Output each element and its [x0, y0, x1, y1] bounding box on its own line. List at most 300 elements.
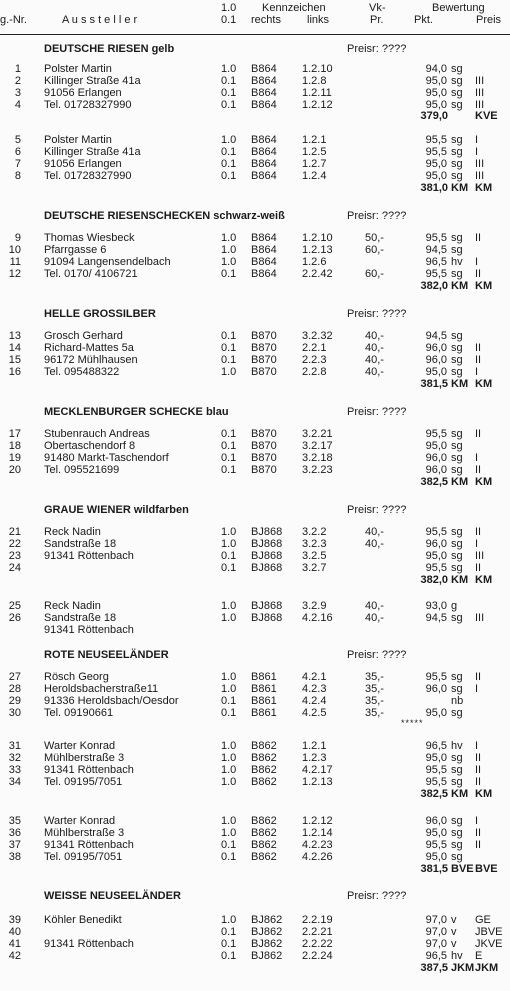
ear-mark-left: 2.2.8 — [302, 366, 327, 378]
header-links: links — [307, 14, 330, 26]
ear-mark-left: 4.2.5 — [302, 707, 327, 719]
exhibitor-text: Pfarrgasse 6 — [44, 244, 107, 256]
prize: II — [475, 428, 482, 440]
points: 95,0 — [425, 752, 447, 764]
prize: II — [475, 562, 482, 574]
ear-mark-left: 4.2.26 — [302, 851, 333, 863]
ear-mark-left: 2.2.1 — [302, 342, 327, 354]
prize: GE — [475, 914, 491, 926]
stars-mark: ***** — [401, 718, 424, 728]
sex-code: 1.0 — [221, 914, 237, 926]
entry-number: 8 — [14, 170, 21, 182]
points: 95,5 — [425, 428, 447, 440]
ear-mark-right: BJ862 — [251, 926, 283, 938]
group-total-code: KM — [451, 378, 469, 390]
table-row — [0, 146, 510, 158]
section-title: GRAUE WIENER wildfarben — [44, 504, 189, 516]
exhibitor-text: 91336 Heroldsbach/Oesdor — [44, 695, 179, 707]
grade: sg — [451, 550, 463, 562]
ear-mark-right: B861 — [251, 671, 277, 683]
sale-price: 40,- — [365, 538, 384, 550]
entry-number: 31 — [8, 740, 21, 752]
ear-mark-left: 3.2.9 — [302, 600, 327, 612]
entry-number: 4 — [14, 99, 21, 111]
prize: I — [475, 134, 479, 146]
prize: II — [475, 671, 482, 683]
ear-mark-right: B870 — [251, 452, 277, 464]
prize: II — [475, 268, 482, 280]
points: 95,5 — [425, 562, 447, 574]
table-row — [0, 87, 510, 99]
group-award: KM — [475, 788, 493, 800]
sex-code: 0.1 — [221, 550, 237, 562]
points: 96,0 — [425, 452, 447, 464]
points: 95,0 — [425, 99, 447, 111]
sex-code: 0.1 — [221, 695, 237, 707]
grade: sg — [451, 671, 463, 683]
column-header — [0, 0, 510, 36]
sale-price: 60,- — [365, 244, 384, 256]
entry-number: 35 — [8, 815, 21, 827]
exhibitor-text: Sandstraße 18 — [44, 612, 117, 624]
exhibitor-text: Polster Martin — [44, 134, 112, 146]
entry-number: 32 — [8, 752, 21, 764]
ear-mark-left: 4.2.4 — [302, 695, 327, 707]
ear-mark-right: B864 — [251, 134, 277, 146]
grade: sg — [451, 562, 463, 574]
group-total-points: 382,5 — [420, 788, 448, 800]
table-row — [0, 851, 510, 863]
sex-code: 1.0 — [221, 232, 237, 244]
table-row — [0, 827, 510, 839]
points: 94,5 — [425, 244, 447, 256]
header-rechts: rechts — [251, 14, 281, 26]
exhibitor-text: 91341 Röttenbach — [44, 624, 134, 636]
grade: sg — [451, 464, 463, 476]
grade: sg — [451, 75, 463, 87]
table-row — [0, 158, 510, 170]
grade: sg — [451, 366, 463, 378]
ear-mark-right: B864 — [251, 87, 277, 99]
group-total-points: 382,0 — [420, 280, 448, 292]
table-row — [0, 600, 510, 612]
sex-code: 0.1 — [221, 926, 237, 938]
prize: II — [475, 342, 482, 354]
grade: v — [451, 938, 457, 950]
table-row — [0, 815, 510, 827]
exhibitor-text: 91480 Markt-Taschendorf — [44, 452, 169, 464]
sex-code: 0.1 — [221, 440, 237, 452]
entry-number: 25 — [8, 600, 21, 612]
ear-mark-left: 3.2.21 — [302, 428, 333, 440]
ear-mark-left: 1.2.13 — [302, 776, 333, 788]
entry-number: 15 — [8, 354, 21, 366]
ear-mark-left: 1.2.1 — [302, 134, 327, 146]
sex-code: 0.1 — [221, 99, 237, 111]
prize: E — [475, 950, 483, 962]
entry-number: 39 — [8, 914, 21, 926]
grade: sg — [451, 452, 463, 464]
sale-price: 40,- — [365, 354, 384, 366]
header-sex-bottom: 0.1 — [221, 14, 237, 26]
prize: II — [475, 232, 482, 244]
ear-mark-left: 1.2.5 — [302, 146, 327, 158]
exhibitor-text: 91056 Erlangen — [44, 87, 122, 99]
entry-number: 24 — [8, 562, 21, 574]
sex-code: 0.1 — [221, 464, 237, 476]
ear-mark-left: 3.2.18 — [302, 452, 333, 464]
exhibitor-text: Mühlberstraße 3 — [44, 827, 125, 839]
exhibitor-text: Thomas Wiesbeck — [44, 232, 135, 244]
points: 96,5 — [425, 256, 447, 268]
ear-mark-right: B864 — [251, 63, 277, 75]
grade: sg — [451, 342, 463, 354]
sex-code: 0.1 — [221, 146, 237, 158]
sale-price: 35,- — [365, 683, 384, 695]
sex-code: 0.1 — [221, 158, 237, 170]
entry-number: 6 — [14, 146, 21, 158]
exhibitor-text: Tel. 0170/ 4106721 — [44, 268, 138, 280]
points: 95,5 — [425, 526, 447, 538]
ear-mark-left: 2.2.3 — [302, 354, 327, 366]
ear-mark-left: 4.2.3 — [302, 683, 327, 695]
grade: hv — [451, 256, 463, 268]
ear-mark-right: B862 — [251, 815, 277, 827]
ear-mark-right: B870 — [251, 354, 277, 366]
prize: II — [475, 526, 482, 538]
points: 95,5 — [425, 268, 447, 280]
ear-mark-left: 1.2.1 — [302, 740, 327, 752]
ear-mark-left: 1.2.14 — [302, 827, 333, 839]
ear-mark-left: 2.2.19 — [302, 914, 333, 926]
ear-mark-right: BJ868 — [251, 600, 283, 612]
ear-mark-right: B870 — [251, 464, 277, 476]
judge-label: Preisr: ???? — [347, 890, 407, 902]
points: 94,5 — [425, 330, 447, 342]
header-nr: g.-Nr. — [0, 14, 27, 26]
entry-number: 5 — [14, 134, 21, 146]
entry-number: 16 — [8, 366, 21, 378]
group-total-points: 381,0 — [420, 182, 448, 194]
sex-code: 1.0 — [221, 827, 237, 839]
entry-number: 18 — [8, 440, 21, 452]
table-row — [0, 134, 510, 146]
sale-price: 35,- — [365, 695, 384, 707]
entry-number: 27 — [8, 671, 21, 683]
prize: II — [475, 752, 482, 764]
group-total-points: 387,5 — [420, 962, 448, 974]
group-award: KM — [475, 182, 493, 194]
points: 95,0 — [425, 170, 447, 182]
header-preis: Preis — [476, 14, 502, 26]
table-row — [0, 538, 510, 550]
grade: sg — [451, 170, 463, 182]
ear-mark-left: 3.2.3 — [302, 538, 327, 550]
sex-code: 1.0 — [221, 612, 237, 624]
sex-code: 0.1 — [221, 839, 237, 851]
prize: III — [475, 550, 485, 562]
judge-label: Preisr: ???? — [347, 43, 407, 55]
entry-number: 29 — [8, 695, 21, 707]
table-row — [0, 170, 510, 182]
sale-price: 40,- — [365, 600, 384, 612]
ear-mark-right: BJ868 — [251, 562, 283, 574]
sale-price: 35,- — [365, 707, 384, 719]
grade: sg — [451, 134, 463, 146]
entry-number: 33 — [8, 764, 21, 776]
sex-code: 1.0 — [221, 671, 237, 683]
ear-mark-left: 1.2.8 — [302, 75, 327, 87]
table-row — [0, 464, 510, 476]
exhibitor-text: Sandstraße 18 — [44, 538, 117, 550]
points: 97,0 — [425, 914, 447, 926]
sex-code: 1.0 — [221, 815, 237, 827]
grade: sg — [451, 776, 463, 788]
ear-mark-right: BJ862 — [251, 914, 283, 926]
group-total-code: BVE — [451, 863, 474, 875]
entry-number: 13 — [8, 330, 21, 342]
exhibitor-text: Killinger Straße 41a — [44, 75, 141, 87]
points: 95,0 — [425, 87, 447, 99]
ear-mark-right: B870 — [251, 366, 277, 378]
entry-number: 7 — [14, 158, 21, 170]
ear-mark-right: BJ868 — [251, 612, 283, 624]
grade: sg — [451, 428, 463, 440]
grade: sg — [451, 752, 463, 764]
table-row — [0, 926, 510, 938]
ear-mark-right: BJ868 — [251, 538, 283, 550]
header-divider — [0, 34, 510, 35]
ear-mark-right: B864 — [251, 170, 277, 182]
entry-number: 10 — [8, 244, 21, 256]
sale-price: 35,- — [365, 671, 384, 683]
table-row — [0, 452, 510, 464]
ear-mark-left: 1.2.4 — [302, 170, 327, 182]
entry-number: 38 — [8, 851, 21, 863]
prize: III — [475, 170, 485, 182]
entry-number: 42 — [8, 950, 21, 962]
ear-mark-left: 1.2.3 — [302, 752, 327, 764]
sale-price: 40,- — [365, 330, 384, 342]
ear-mark-right: B864 — [251, 158, 277, 170]
entry-number: 22 — [8, 538, 21, 550]
sex-code: 0.1 — [221, 851, 237, 863]
table-row — [0, 550, 510, 562]
points: 95,5 — [425, 134, 447, 146]
entry-number: 26 — [8, 612, 21, 624]
group-total-code: KM — [451, 476, 469, 488]
prize: JBVE — [475, 926, 503, 938]
prize: I — [475, 740, 479, 752]
ear-mark-left: 3.2.17 — [302, 440, 333, 452]
points: 96,5 — [425, 950, 447, 962]
exhibitor-text: 91094 Langensendelbach — [44, 256, 171, 268]
grade: hv — [451, 950, 463, 962]
table-row — [0, 740, 510, 752]
points: 95,0 — [425, 707, 447, 719]
sex-code: 1.0 — [221, 683, 237, 695]
group-total-code: JKM — [451, 962, 475, 974]
group-award: JKM — [475, 962, 499, 974]
header-sex-top: 1.0 — [221, 2, 237, 14]
ear-mark-right: B864 — [251, 256, 277, 268]
sale-price: 50,- — [365, 232, 384, 244]
ear-mark-right: BJ868 — [251, 550, 283, 562]
exhibitor-text: Stubenrauch Andreas — [44, 428, 150, 440]
sex-code: 0.1 — [221, 428, 237, 440]
points: 95,0 — [425, 75, 447, 87]
points: 94,5 — [425, 612, 447, 624]
table-row — [0, 695, 510, 707]
ear-mark-right: B870 — [251, 330, 277, 342]
points: 95,0 — [425, 440, 447, 452]
grade: sg — [451, 707, 463, 719]
grade: hv — [451, 740, 463, 752]
grade: sg — [451, 683, 463, 695]
table-row — [0, 707, 510, 719]
grade: sg — [451, 827, 463, 839]
sex-code: 0.1 — [221, 950, 237, 962]
ear-mark-right: BJ862 — [251, 938, 283, 950]
entry-number: 20 — [8, 464, 21, 476]
table-row — [0, 683, 510, 695]
ear-mark-left: 2.2.24 — [302, 950, 333, 962]
ear-mark-left: 3.2.5 — [302, 550, 327, 562]
grade: sg — [451, 839, 463, 851]
prize: I — [475, 683, 479, 695]
grade: sg — [451, 612, 463, 624]
sex-code: 0.1 — [221, 938, 237, 950]
sale-price: 40,- — [365, 366, 384, 378]
header-bewertung: Bewertung — [432, 2, 485, 14]
grade: sg — [451, 538, 463, 550]
table-row — [0, 612, 510, 624]
entry-number: 40 — [8, 926, 21, 938]
entry-number: 34 — [8, 776, 21, 788]
prize: II — [475, 464, 482, 476]
prize: II — [475, 827, 482, 839]
grade: sg — [451, 354, 463, 366]
prize: II — [475, 764, 482, 776]
exhibitor-text: 91341 Röttenbach — [44, 938, 134, 950]
entry-number: 30 — [8, 707, 21, 719]
sale-price: 40,- — [365, 612, 384, 624]
group-award: BVE — [475, 863, 498, 875]
prize: I — [475, 146, 479, 158]
exhibitor-text: 91341 Röttenbach — [44, 550, 134, 562]
points: 95,0 — [425, 550, 447, 562]
entry-number: 19 — [8, 452, 21, 464]
grade: sg — [451, 851, 463, 863]
exhibitor-text: Heroldsbacherstraße11 — [44, 683, 159, 695]
sale-price: 40,- — [365, 342, 384, 354]
judge-label: Preisr: ???? — [347, 649, 407, 661]
points: 96,5 — [425, 740, 447, 752]
table-row — [0, 75, 510, 87]
sex-code: 0.1 — [221, 268, 237, 280]
ear-mark-left: 1.2.12 — [302, 815, 333, 827]
table-row — [0, 764, 510, 776]
sex-code: 1.0 — [221, 134, 237, 146]
sex-code: 0.1 — [221, 452, 237, 464]
grade: sg — [451, 146, 463, 158]
points: 97,0 — [425, 926, 447, 938]
entry-number: 9 — [14, 232, 21, 244]
points: 96,0 — [425, 464, 447, 476]
header-aussteller: A u s s t e l l e r — [62, 14, 138, 26]
table-row — [0, 366, 510, 378]
prize: I — [475, 815, 479, 827]
entry-number: 23 — [8, 550, 21, 562]
exhibitor-text: Mühlberstraße 3 — [44, 752, 125, 764]
table-row — [0, 776, 510, 788]
ear-mark-left: 1.2.10 — [302, 63, 333, 75]
section-title: ROTE NEUSEELÄNDER — [44, 649, 169, 661]
header-vk-top: Vk- — [369, 2, 386, 14]
entry-number: 36 — [8, 827, 21, 839]
points: 96,0 — [425, 538, 447, 550]
entry-number: 37 — [8, 839, 21, 851]
points: 95,5 — [425, 764, 447, 776]
ear-mark-right: B862 — [251, 851, 277, 863]
grade: sg — [451, 158, 463, 170]
ear-mark-right: B870 — [251, 440, 277, 452]
group-total-code: KM — [451, 182, 469, 194]
group-award: KVE — [475, 110, 498, 122]
grade: sg — [451, 232, 463, 244]
sex-code: 1.0 — [221, 600, 237, 612]
points: 96,0 — [425, 815, 447, 827]
points: 96,0 — [425, 354, 447, 366]
group-total-points: 381,5 — [420, 863, 448, 875]
ear-mark-left: 1.2.12 — [302, 99, 333, 111]
table-row — [0, 752, 510, 764]
table-row — [0, 63, 510, 75]
group-total-points: 382,5 — [420, 476, 448, 488]
table-row — [0, 256, 510, 268]
exhibitor-text: Polster Martin — [44, 63, 112, 75]
ear-mark-right: B862 — [251, 827, 277, 839]
judge-label: Preisr: ???? — [347, 308, 407, 320]
section-title: HELLE GROSSILBER — [44, 308, 156, 320]
exhibitor-text: Köhler Benedikt — [44, 914, 122, 926]
ear-mark-left: 1.2.10 — [302, 232, 333, 244]
exhibitor-text: Warter Konrad — [44, 815, 116, 827]
ear-mark-left: 1.2.11 — [302, 87, 332, 99]
judge-label: Preisr: ???? — [347, 210, 407, 222]
sex-code: 0.1 — [221, 170, 237, 182]
group-award: KM — [475, 378, 493, 390]
sex-code: 1.0 — [221, 63, 237, 75]
grade: sg — [451, 244, 463, 256]
exhibitor-text: Tel. 09195/7051 — [44, 776, 123, 788]
sex-code: 0.1 — [221, 75, 237, 87]
group-total-code: KM — [451, 280, 469, 292]
points: 95,5 — [425, 776, 447, 788]
prize: I — [475, 452, 479, 464]
grade: sg — [451, 815, 463, 827]
table-row — [0, 232, 510, 244]
prize: II — [475, 354, 482, 366]
prize: III — [475, 99, 485, 111]
exhibitor-text: 91341 Röttenbach — [44, 839, 134, 851]
ear-mark-right: B864 — [251, 75, 277, 87]
points: 93,0 — [425, 600, 447, 612]
table-row — [0, 839, 510, 851]
table-row — [0, 562, 510, 574]
sex-code: 1.0 — [221, 526, 237, 538]
ear-mark-right: B870 — [251, 428, 277, 440]
